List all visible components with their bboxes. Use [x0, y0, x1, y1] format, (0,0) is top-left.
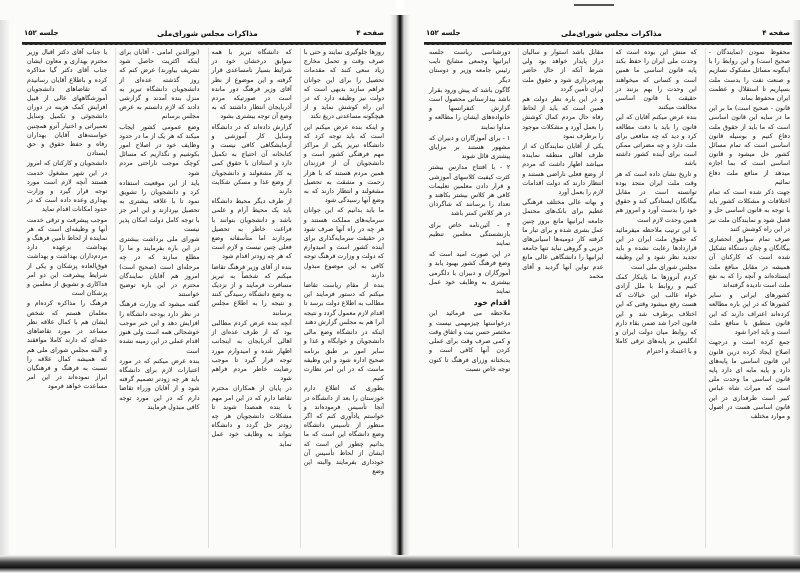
paragraph: که منش این بوده است که وحدت ملی ایران را حفظ بکند پایه قانون اساسی ما همین است و کسانی که میخواهند این وحدت را بهم بزنند در حقیقت با قانون اساسی مخالفت میکنند: [615, 49, 697, 112]
right-page: [404, 0, 800, 573]
list-item: ۲ - با افتتاح مدارس بیشتر کثرت کیفیت کلاسهای آموزشی و قرار دادن معلمین تعلیمات کافی هر کلاس بیشتر بکاهند و تعداد را برسانند که شاگردان در هر کلاس کمتر باشد: [429, 164, 511, 218]
paragraph: گاگون باشد که پیش ورود بقرار باشد بیدارستانی محصول است گزارش کنفرانسها و خانواده‌های ایشان را مطالعه و مداوا نمایند: [429, 86, 511, 131]
column-3: [115, 48, 199, 548]
paragraph: و در این باره نظر دولت هم همین است که باید از لحاظ رفاه حال مردم کمال کوشش را بعمل آورد و مشکلات موجود را برطرف نمود: [522, 96, 604, 140]
section-heading: اقدام خود: [473, 298, 511, 308]
list-item: ۱ - برای آموزگاران و دبیران که مشهور هستند بر مزایای پیشتری قائل شوند: [429, 134, 511, 161]
scan-bottom-edge: [0, 555, 800, 573]
paragraph: روزها جلوگیری نمایند و حتی با صرف وقت و تحمل مخارج زیاد سعی کنند که مقدمات تحصیل را برای این جوانان فراهم سازند بدیهی است که دولت نیز وظیفه دارد که در این راه کوشش نماید و از هیچگونه مساعدتی دریغ نکند: [303, 49, 384, 121]
paragraph: محفوظ نمودن (نمایندگان - صحیح است) و این روابط را با اینگونه مسائل مشکوک نسازیم و صنعت نفت را بدست ملت بسپاریم تا استقلال و عظمت ایران محفوظ بماند: [708, 49, 790, 103]
column-2: [208, 48, 292, 548]
book-gutter: [390, 15, 410, 560]
paragraph: باید از این موقعیت استفاده کرد و دانشجویان را تشویق نمود تا با علاقه بیشتری به تحصیل بپردازند و این امر جز با توجه کامل دولت امکان پذیر نیست: [119, 179, 200, 233]
paragraph: دانشجویان و کارکنان که امروز در این شهر مشغول خدمت هستند آنچه لازم است مورد توجه قرار گیرد و وزارت بهداری وعده داده است که در حدود امکانات اقدام نماید: [27, 160, 108, 214]
top-mark: [574, 4, 614, 6]
paragraph: فرهنگ را مذاکره کرده‌ام و معلمان هستم که شخص ایشان هم با کمال علاقه نظر مساعد در مورد تقاضاهای حقه‌ای که دارند کاملا موافقند و البته مجلس شورای ملی هم که همیشه کمال علاقه را نسبت به فرهنگ و فرهنگیان ابراز نموده‌اند در این امر مساعدت خواهد فرمود: [27, 300, 108, 391]
paragraph: در پایان از همکاران محترم تقاضا دارم که در این امر مهم با بنده همصدا شوند تا مشکلات دانشجویان هر چه زودتر حل گردد و دانشگاه بتواند به وظایف خود عمل نماید: [211, 385, 292, 448]
paragraph: (نورالدین امامی - آقایان برای اینکه اکثریت حاصل شود تشریف بیاورند) عرض کنم که روز گذشته عده‌ای از دانشجویان دانشگاه تبریز به منزل بنده آمدند و گزارشی دادند که لازم دانستم به عرض مجلس برسانم: [119, 49, 200, 121]
paragraph: با این ترتیب ملاحظه میفرمائید که حقوق ملت ایران در این قراردادها رعایت نشده و باید تجدید نظر شود و این وظیفه مجلس شورای ملی است: [615, 226, 697, 271]
paragraph: بنده عرض میکنم آقایان که این قانون را باید با دقت مطالعه کرد و دید که چه منافعی برای ملت دارد و چه مضراتی ممکن است برای آینده کشور داشته باشد: [615, 114, 697, 168]
paragraph: یکی از آقایان نمایندگان که از طرف اهالی منطقه نماینده میباشد اظهار داشت که مردم از وضع فعلی ناراضی هستند و انتظار دارند که دولت اقدامات لازم را بعمل آورد: [522, 143, 604, 197]
column-4: [426, 48, 510, 548]
journal-title: مذاکرات مجلس شورای‌ملی: [561, 28, 662, 38]
paragraph: و اینکه بنده عرض میکنم این است که باید توجه کرد که دانشگاه تبریز یکی از مراکز مهم فرهنگی کشور است و دانشجویان آن از فرزندان همین مردم هستند که با هزار زحمت و مشقت به تحصیل مشغولند و انتظار دارند که به وضع آنها رسیدگی شود: [303, 123, 384, 205]
paragraph: گزارش داده‌اند که در دانشگاه وسایل کار آموزشی و آزمایشگاهی کافی نیست و کتابخانه آن احتیاج به تکمیل دارد و استادان با حقوق کمی به کار مشغولند و دانشجویان از وضع غذا و مسکن شکایت دارند: [211, 123, 292, 196]
paragraph: موجب پیشرفت و ترقی خدمت آنها و وظیفه‌ای است که هر نماینده از لحاظ تأمین فرهنگ و بهداشت برعهده دارد مردم‌داران بهداشت و بهداشت فوق‌العاده پزشکان و یکی از شرایط پیشرفت این دو امر فداکاری و تشویق از معلمین و پزشکان است: [27, 216, 108, 298]
paragraph: در این صورت امید است که وضع فرهنگ کشور بهبود یابد و آموزگاران و دبیران با دلگرمی بیشتری به وظایف خود عمل نمایند: [429, 251, 511, 296]
paragraph: صرف تمام سوابق انحصاری بیگانگان و چنان دستگاه تشکیل شده است که کارکنان آن همیشه در مقابل منافع ملت ایستاده‌اند و آنچه را که به نفع ملت است نادیده گرفته‌اند: [708, 236, 790, 290]
paragraph: کشورهای ایرانی و سایر کشورها که در این باره مطالعه کرده‌اند اعتراف دارند که این قانون منطبق با منافع ملت است و باید اجرا شود: [708, 292, 790, 337]
paragraph: کردم آنروزها ما باینکار کمک کنیم و روابط با ملل آزادی خواه غالب این خیالات که هست رفع میشود وقتی که این اختلاف برطرف شد و این قانون اجرا شد ضمن بقاء دارم که روابط میان دولت ایران و انگلیس بر پایه‌های ترقی کاملا و با اعتماد و احترام: [615, 273, 697, 355]
paragraph: جمع کرده است و درجهت اصلاح ایجاد کرده درین قانون این قانون اساسی ما پایه‌های دارد و پایه مایه ای دارد پایه قانون اساسی ما وحدت ملی است که میراث شاه عباس کبیر است طرفداری در این قانون اساسی هست در اصول و موارد مختلف: [708, 339, 790, 420]
column-1: [705, 48, 790, 548]
right-page-header: [426, 26, 790, 40]
left-page: [0, 0, 396, 573]
page-edge-shadow: [792, 20, 800, 560]
paragraph: مقابل باشد استوار و سالیان دراز پایدار خواهد بود ولی شرط آنکه از حال حاضر بهره‌برداری شود و حقوق ملت ایران تأمین گردد: [522, 49, 604, 93]
list-item: ۳ - آئین‌نامه خاص برای بازنشستگی معلمین تنظیم نمایند: [429, 221, 511, 248]
paragraph: با جناب آقای دکتر اقبال وزیر محترم بهداری و معاون ایشان جناب آقای دکتر گیا مذاکره کرده و باطلاع آقایان رسانیدم که تقاضاهای دانشجویان آموزشگاههای عالی از قبیل افزایش کمک هزینه در دوران دانشجوئی و تکمیل وسایل تعمیراتی و اختیار آنرو همچنین خواسته‌های آقایان بهداران رفاه و حفظ حقوق و حق ایستادن: [27, 49, 108, 158]
paragraph: قانون - صحیح است) ما بر این ما در سایه این قانون اساسی است که ما باید از حقوق ملت دفاع کنیم و بوسیله قانون اساسی است که تمام مسائل کشور حل میشود و قانون اساسی است که بما اجازه میدهد از منافع ملت دفاع نمائیم: [708, 105, 790, 186]
column-1: [300, 48, 384, 548]
paragraph: و تاریخ نشان داده است که هر وقت ملت ایران متحد بوده توانسته است در مقابل بیگانگان ایستادگی کند و حقوق خود را بدست آورد و امروز هم همین وحدت لازم است: [615, 170, 697, 224]
paragraph: شورای ملی برداشت بیشتری در این باره بفرمایند و ما را مطلع سازند که در چه مرحله‌ای است (صحیح است) امروز هم آقایان نمایندگان محترم در این باره توضیح خواستند: [119, 236, 200, 299]
right-page-columns: [426, 48, 790, 548]
session-label: جلسه ۱۵۲: [426, 29, 461, 37]
column-3: [518, 48, 603, 548]
paragraph: بطوری که اطلاع دارم خوزستان را بعد از دانشگاه در آنجا تأسیس فرموده‌اند و خواستم یادآوری کنم که اگر منظور از تأسیس دانشگاه وضع دانشگاه این است که ما بدانیم چطور این است که ایشان از لحاظ تأسیس آن خودداری بفرمایند والبته این وضع: [303, 385, 384, 476]
paragraph: گفته میشود که وزارت فرهنگ در نظر دارد بودجه دانشگاه را افزایش دهد و این خبر موجب خوشحالی همه است ولی هنوز اقدام عملی در این زمینه نشده است: [119, 301, 200, 355]
paragraph: بنده از آقای وزیر فرهنگ تقاضا میکنم که شخصاً به تبریز مسافرت فرمایند و از نزدیک به وضع دانشگاه رسیدگی کنند و نتیجه را به اطلاع مجلس برسانند: [211, 263, 292, 317]
left-page-columns: [24, 48, 384, 548]
paragraph: ما باید بدانیم که این جوانان سرمایه‌های مملکت هستند و هر چه در راه آنها صرف شود در حقیقت سرمایه‌گذاری برای آینده کشور است و امیدوارم که دولت و وزارت فرهنگ توجه کافی به این موضوع مبذول دارند: [303, 207, 384, 279]
paragraph: و بهانه عالی مختلف فرهنگی عظیم برای بانک‌های محتمل جامعه ایرانیها مانع بروز چنین عمل بشری شده و برای تبار ما کرفته کار دومیه‌ها اسیانی‌های حزبی و گروهی نباید تنها جامعه ایرانیها را دانشگاهی عالی مانع عدم تواین آنها گردید و آقای محمد: [522, 199, 604, 280]
header-rule: [424, 42, 792, 45]
left-page-header: [24, 26, 384, 40]
paragraph: از طرف دیگر محیط دانشگاه باید یک محیط آرام و علمی باشد و دانشجویان بتوانند با فراغت خاطر به تحصیل بپردازند اما متأسفانه وضع فعلی چنین نیست و لازم است که هر چه زودتر اقدام شود: [211, 198, 292, 261]
paragraph: وضع عمومی کشور ایجاب میکند که هر یک از ما در حدود وظایف خود در اصلاح امور بکوشیم و نگذاریم که مسائل کوچک موجب ناراحتی مردم شود: [119, 123, 200, 177]
paragraph: ملاحظه می فرمائید این درخواستها چیزمهمی نیست و مختصر حسن نیت و اتفاق وقت و کمی صرف وقت برای عملی کردن آنها کافی است و بدبختانه وزرای فرهنگ تا کنون توجه خاص نسبت: [429, 310, 511, 373]
column-2: [612, 48, 697, 548]
page-label: صفحه ۴: [762, 29, 790, 37]
journal-title: مذاکرات مجلس شورای‌ملی: [157, 28, 258, 38]
paragraph: که دانشگاه تبریز با همه سوابق درخشان خود در شرایط بسیار نامساعدی قرار گرفته و این موضوع از نظر آقای وزیر فرهنگ دور مانده است در صورتیکه مردم آذربایجان انتظار داشتند که به وضع آن توجه بیشتری بشود: [211, 49, 292, 121]
page-label: صفحه ۴: [356, 29, 384, 37]
header-rule: [22, 42, 386, 45]
paragraph: دورشناسی ریاست جلسه ایرانیها وجمعی مشایخ نایب رئیس جامعه وزیر و دوستان دیگر: [429, 49, 511, 84]
column-4: [24, 48, 107, 548]
paragraph: آنچه بنده عرض کردم مطالبی بود که از طرف عده‌ای از اهالی آذربایجان به اینجانب اظهار شده و امیدوارم مورد توجه قرار گیرد تا موجب رضایت خاطر مردم فراهم شود: [211, 319, 292, 383]
page-edge-shadow: [0, 20, 10, 560]
paragraph: جهت ذکر شده است که تمام اختلافات و مشکلات کشور باید با توجه به قانون اساسی حل و فصل شود و نمایندگان ملت نیز در این راه کوشش کنند: [708, 189, 790, 233]
paragraph: اینکه در دانشگاه وضع مالی دانشجویان و خوابگاه و غذا و سایر امور بر طبق برنامه صحیح اداره شود و این وظیفه ماست که در این امر نظارت کنیم: [303, 329, 384, 383]
paragraph: بنده عرض میکنم که در مورد اعتبارات لازم برای دانشگاه باید هر چه زودتر تصمیم گرفته شود و از آقایان وزراء تقاضا دارم که در این مورد توجه کافی مبذول فرمایند: [119, 357, 200, 411]
session-label: جلسه ۱۵۲: [24, 29, 59, 37]
paragraph: بنده از مقام ریاست تقاضا میکنم که دستور فرمایند این مطالب به اطلاع دولت برسد تا اقدام لازم معمول گردد و نتیجه آنرا هم به مجلس گزارش دهند: [303, 282, 384, 326]
